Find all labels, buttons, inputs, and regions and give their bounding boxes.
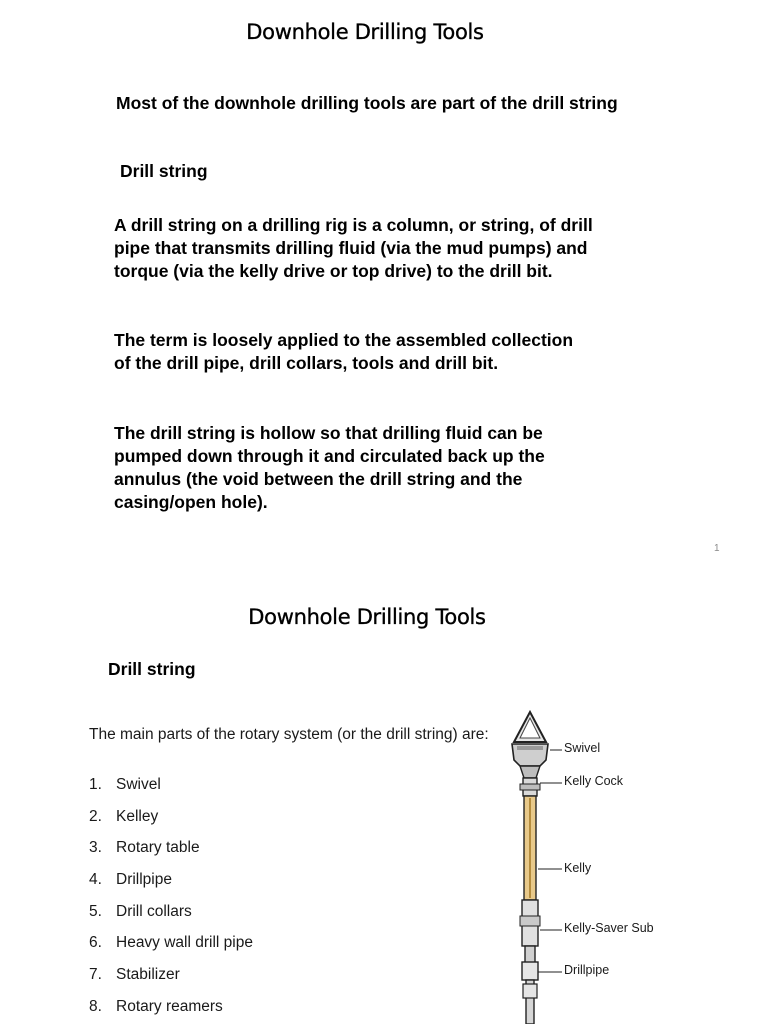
list-item: 4. Drillpipe: [89, 871, 172, 889]
slide2-section-heading: Drill string: [108, 659, 196, 679]
slide1-title: Downhole Drilling Tools: [246, 20, 484, 44]
list-item: 8. Rotary reamers: [89, 997, 223, 1015]
parts-list: [89, 776, 253, 1030]
diagram-label-drillpipe: Drillpipe: [564, 963, 610, 977]
slide1-paragraph-3: The drill string is hollow so that drilling fluid can be pumped down through it and circulated back up the annulus (the void between the drill string and the casing/open hole).: [114, 423, 545, 512]
diagram-label-kelly: Kelly: [564, 861, 592, 875]
drillpipe: [525, 946, 535, 964]
parts-list-intro: The main parts of the rotary system (or the drill string) are:: [89, 726, 489, 743]
diagram-label-kelly-cock: Kelly Cock: [564, 774, 624, 788]
slide1-paragraph-1: A drill string on a drilling rig is a column, or string, of drill pipe that transmits drilling fluid (via the mud pumps) and torque (via the kelly drive or top drive) to the drill bit.: [114, 215, 593, 281]
slide2-title: Downhole Drilling Tools: [248, 605, 486, 629]
slide1-section-heading: Drill string: [120, 161, 208, 181]
list-item: 1. Swivel: [89, 776, 161, 793]
list-item: 7. Stabilizer: [89, 966, 180, 984]
list-item: 5. Drill collars: [89, 902, 192, 920]
slide1-subtitle: Most of the downhole drilling tools are part of the drill string: [116, 93, 618, 113]
list-item: 2. Kelley: [89, 807, 159, 825]
slide1-page-number: 1: [714, 543, 720, 554]
list-item: 6. Heavy wall drill pipe: [89, 934, 253, 952]
list-item: 3. Rotary table: [89, 839, 200, 857]
diagram-label-swivel: Swivel: [564, 741, 601, 755]
diagram-label-kelly-saver-sub: Kelly-Saver Sub: [564, 921, 654, 935]
slide1-paragraph-2: The term is loosely applied to the assembled collection of the drill pipe, drill collars, tools and drill bit.: [114, 330, 574, 373]
